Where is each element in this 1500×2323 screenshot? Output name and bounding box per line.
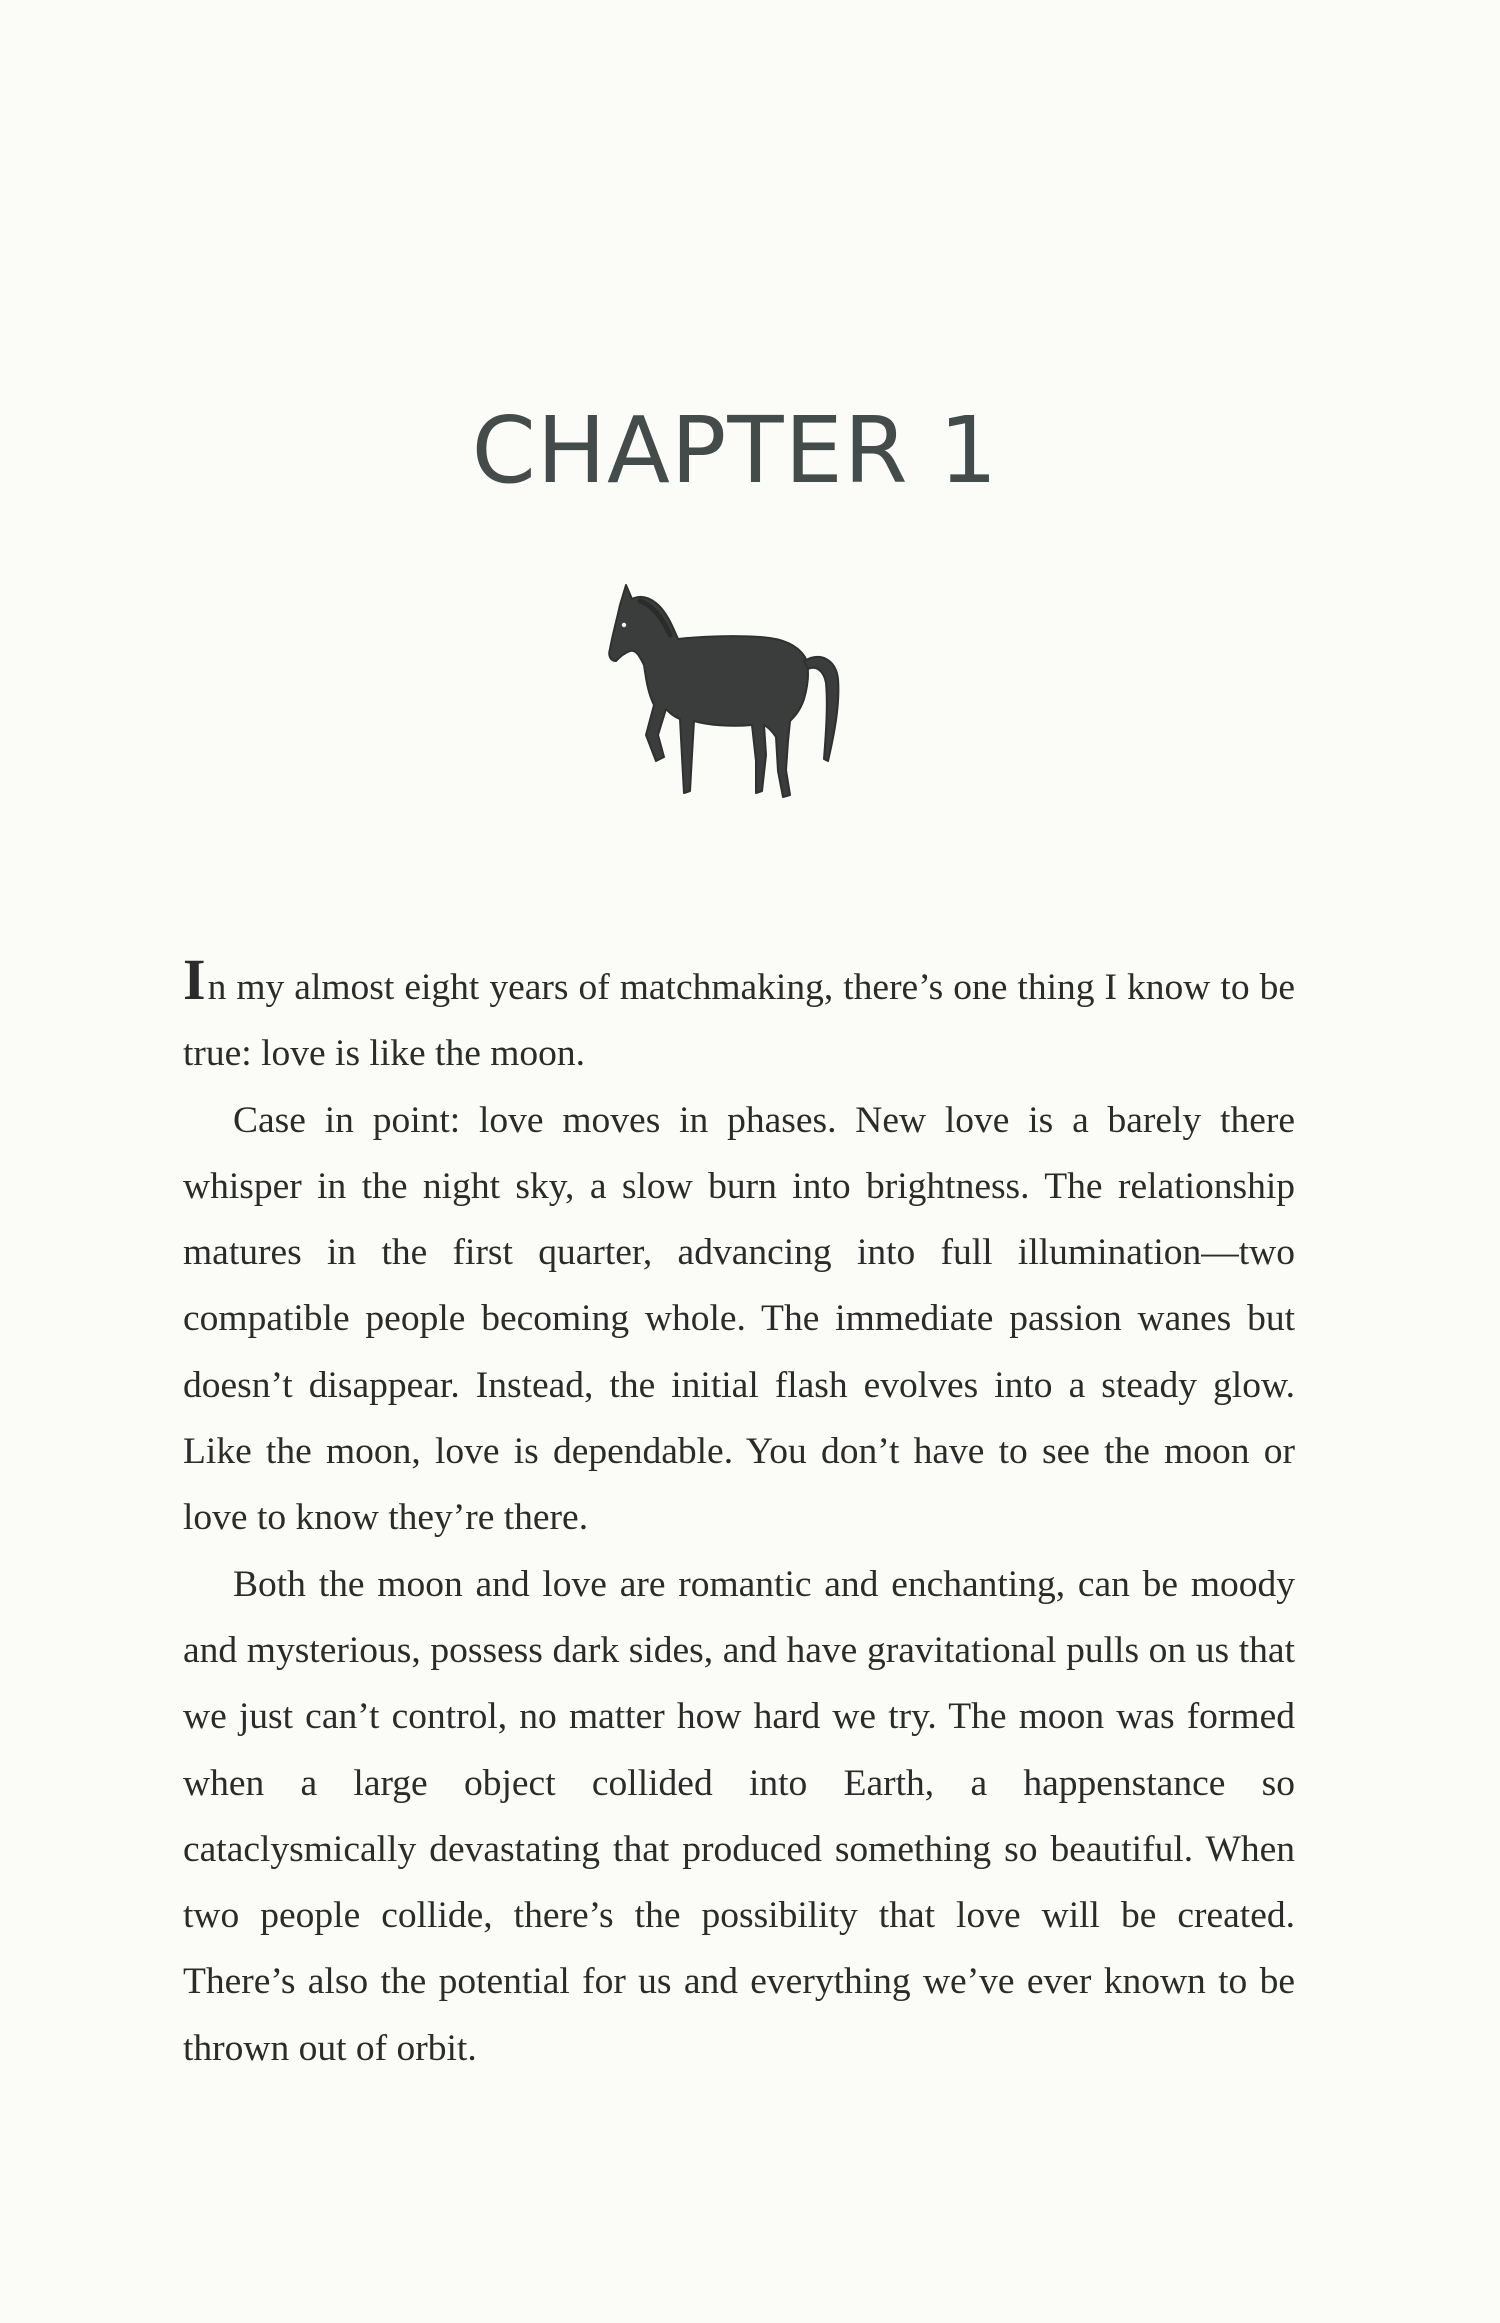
paragraph-2: Case in point: love moves in phases. New love is a barely there whisper in the night sky, a slow burn into brightness. The relationship matures in the first quarter, advancing into full illumination—two compatible people becoming whole. The immediate passion wanes but doesn’t disappear. Instead, the initial flash evolves into a steady glow. Like the moon, love is dependable. You don’t have to see the moon or love to know they’re there. <box>183 1099 1295 1539</box>
horse-icon <box>600 565 870 815</box>
chapter-title: CHAPTER 1 <box>471 397 999 504</box>
paragraph-1-text: n my almost eight years of matchmaking, there’s one thing I know to be true: love is like the moon. <box>183 967 1295 1075</box>
chapter-body <box>183 947 1295 2082</box>
paragraph-1 <box>183 947 1295 1088</box>
paragraph-3: Both the moon and love are romantic and enchanting, can be moody and mysterious, possess dark sides, and have gravitational pulls on us that we just can’t control, no matter how hard we try. The moon was formed when a large object collided into Earth, a happenstance so cataclysmically devastating that produced something so beautiful. When two people collide, there’s the possibility that love will be created. There’s also the potential for us and everything we’ve ever known to be thrown out of orbit. <box>183 1563 1295 2069</box>
drop-cap: I <box>183 947 208 1012</box>
